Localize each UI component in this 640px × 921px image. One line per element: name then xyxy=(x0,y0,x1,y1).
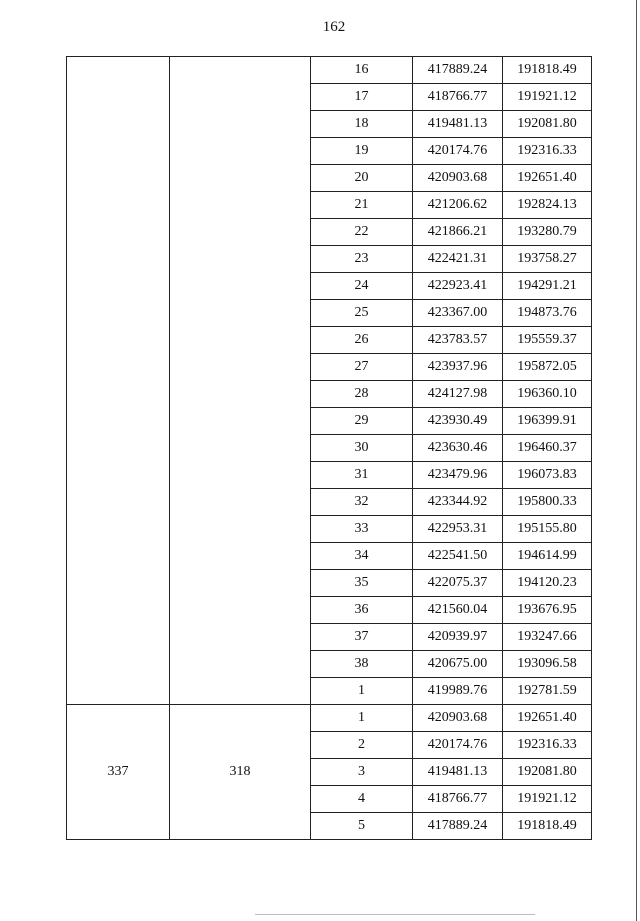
x-coordinate-cell: 417889.24 xyxy=(413,57,503,84)
y-coordinate-cell: 192316.33 xyxy=(503,732,592,759)
x-coordinate-cell: 420939.97 xyxy=(413,624,503,651)
y-coordinate-cell: 195155.80 xyxy=(503,516,592,543)
y-coordinate-cell: 193247.66 xyxy=(503,624,592,651)
x-coordinate-cell: 423937.96 xyxy=(413,354,503,381)
y-coordinate-cell: 191818.49 xyxy=(503,57,592,84)
x-coordinate-cell: 423479.96 xyxy=(413,462,503,489)
y-coordinate-cell: 196399.91 xyxy=(503,408,592,435)
x-coordinate-cell: 422953.31 xyxy=(413,516,503,543)
point-number-cell: 18 xyxy=(311,111,413,138)
y-coordinate-cell: 193676.95 xyxy=(503,597,592,624)
x-coordinate-cell: 423630.46 xyxy=(413,435,503,462)
x-coordinate-cell: 421866.21 xyxy=(413,219,503,246)
point-number-cell: 16 xyxy=(311,57,413,84)
y-coordinate-cell: 192651.40 xyxy=(503,705,592,732)
x-coordinate-cell: 423367.00 xyxy=(413,300,503,327)
point-number-cell: 28 xyxy=(311,381,413,408)
y-coordinate-cell: 192651.40 xyxy=(503,165,592,192)
point-number-cell: 3 xyxy=(311,759,413,786)
y-coordinate-cell: 193758.27 xyxy=(503,246,592,273)
point-number-cell: 37 xyxy=(311,624,413,651)
y-coordinate-cell: 192081.80 xyxy=(503,759,592,786)
point-number-cell: 23 xyxy=(311,246,413,273)
x-coordinate-cell: 422075.37 xyxy=(413,570,503,597)
y-coordinate-cell: 194614.99 xyxy=(503,543,592,570)
x-coordinate-cell: 418766.77 xyxy=(413,786,503,813)
point-number-cell: 25 xyxy=(311,300,413,327)
point-number-cell: 17 xyxy=(311,84,413,111)
point-number-cell: 1 xyxy=(311,705,413,732)
y-coordinate-cell: 195800.33 xyxy=(503,489,592,516)
x-coordinate-cell: 423783.57 xyxy=(413,327,503,354)
point-number-cell: 22 xyxy=(311,219,413,246)
point-number-cell: 30 xyxy=(311,435,413,462)
point-number-cell: 4 xyxy=(311,786,413,813)
y-coordinate-cell: 195559.37 xyxy=(503,327,592,354)
y-coordinate-cell: 192781.59 xyxy=(503,678,592,705)
point-number-cell: 1 xyxy=(311,678,413,705)
y-coordinate-cell: 192081.80 xyxy=(503,111,592,138)
y-coordinate-cell: 191818.49 xyxy=(503,813,592,840)
y-coordinate-cell: 191921.12 xyxy=(503,84,592,111)
point-number-cell: 2 xyxy=(311,732,413,759)
point-number-cell: 29 xyxy=(311,408,413,435)
y-coordinate-cell: 193280.79 xyxy=(503,219,592,246)
y-coordinate-cell: 191921.12 xyxy=(503,786,592,813)
point-number-cell: 21 xyxy=(311,192,413,219)
y-coordinate-cell: 192824.13 xyxy=(503,192,592,219)
y-coordinate-cell: 196073.83 xyxy=(503,462,592,489)
x-coordinate-cell: 419481.13 xyxy=(413,759,503,786)
coordinates-table xyxy=(66,56,592,840)
point-number-cell: 20 xyxy=(311,165,413,192)
x-coordinate-cell: 421206.62 xyxy=(413,192,503,219)
point-number-cell: 36 xyxy=(311,597,413,624)
x-coordinate-cell: 420903.68 xyxy=(413,705,503,732)
scan-artifact-line xyxy=(255,914,535,915)
x-coordinate-cell: 419989.76 xyxy=(413,678,503,705)
point-number-cell: 38 xyxy=(311,651,413,678)
coordinates-table-body xyxy=(67,57,592,840)
y-coordinate-cell: 196360.10 xyxy=(503,381,592,408)
section-id-cell: 318 xyxy=(170,705,311,840)
x-coordinate-cell: 422541.50 xyxy=(413,543,503,570)
page-edge-line xyxy=(636,0,637,921)
y-coordinate-cell: 196460.37 xyxy=(503,435,592,462)
point-number-cell: 33 xyxy=(311,516,413,543)
point-number-cell: 31 xyxy=(311,462,413,489)
point-number-cell: 27 xyxy=(311,354,413,381)
y-coordinate-cell: 193096.58 xyxy=(503,651,592,678)
y-coordinate-cell: 194873.76 xyxy=(503,300,592,327)
x-coordinate-cell: 417889.24 xyxy=(413,813,503,840)
parcel-id-cell xyxy=(67,57,170,705)
point-number-cell: 5 xyxy=(311,813,413,840)
x-coordinate-cell: 424127.98 xyxy=(413,381,503,408)
point-number-cell: 35 xyxy=(311,570,413,597)
y-coordinate-cell: 192316.33 xyxy=(503,138,592,165)
table-row xyxy=(67,705,592,732)
x-coordinate-cell: 420174.76 xyxy=(413,138,503,165)
point-number-cell: 19 xyxy=(311,138,413,165)
x-coordinate-cell: 420675.00 xyxy=(413,651,503,678)
x-coordinate-cell: 423930.49 xyxy=(413,408,503,435)
x-coordinate-cell: 419481.13 xyxy=(413,111,503,138)
x-coordinate-cell: 422421.31 xyxy=(413,246,503,273)
table-row xyxy=(67,57,592,84)
y-coordinate-cell: 195872.05 xyxy=(503,354,592,381)
y-coordinate-cell: 194291.21 xyxy=(503,273,592,300)
point-number-cell: 34 xyxy=(311,543,413,570)
section-id-cell xyxy=(170,57,311,705)
y-coordinate-cell: 194120.23 xyxy=(503,570,592,597)
x-coordinate-cell: 422923.41 xyxy=(413,273,503,300)
page-number: 162 xyxy=(322,19,346,35)
point-number-cell: 24 xyxy=(311,273,413,300)
point-number-cell: 32 xyxy=(311,489,413,516)
x-coordinate-cell: 420903.68 xyxy=(413,165,503,192)
point-number-cell: 26 xyxy=(311,327,413,354)
x-coordinate-cell: 421560.04 xyxy=(413,597,503,624)
parcel-id-cell: 337 xyxy=(67,705,170,840)
x-coordinate-cell: 423344.92 xyxy=(413,489,503,516)
x-coordinate-cell: 420174.76 xyxy=(413,732,503,759)
x-coordinate-cell: 418766.77 xyxy=(413,84,503,111)
